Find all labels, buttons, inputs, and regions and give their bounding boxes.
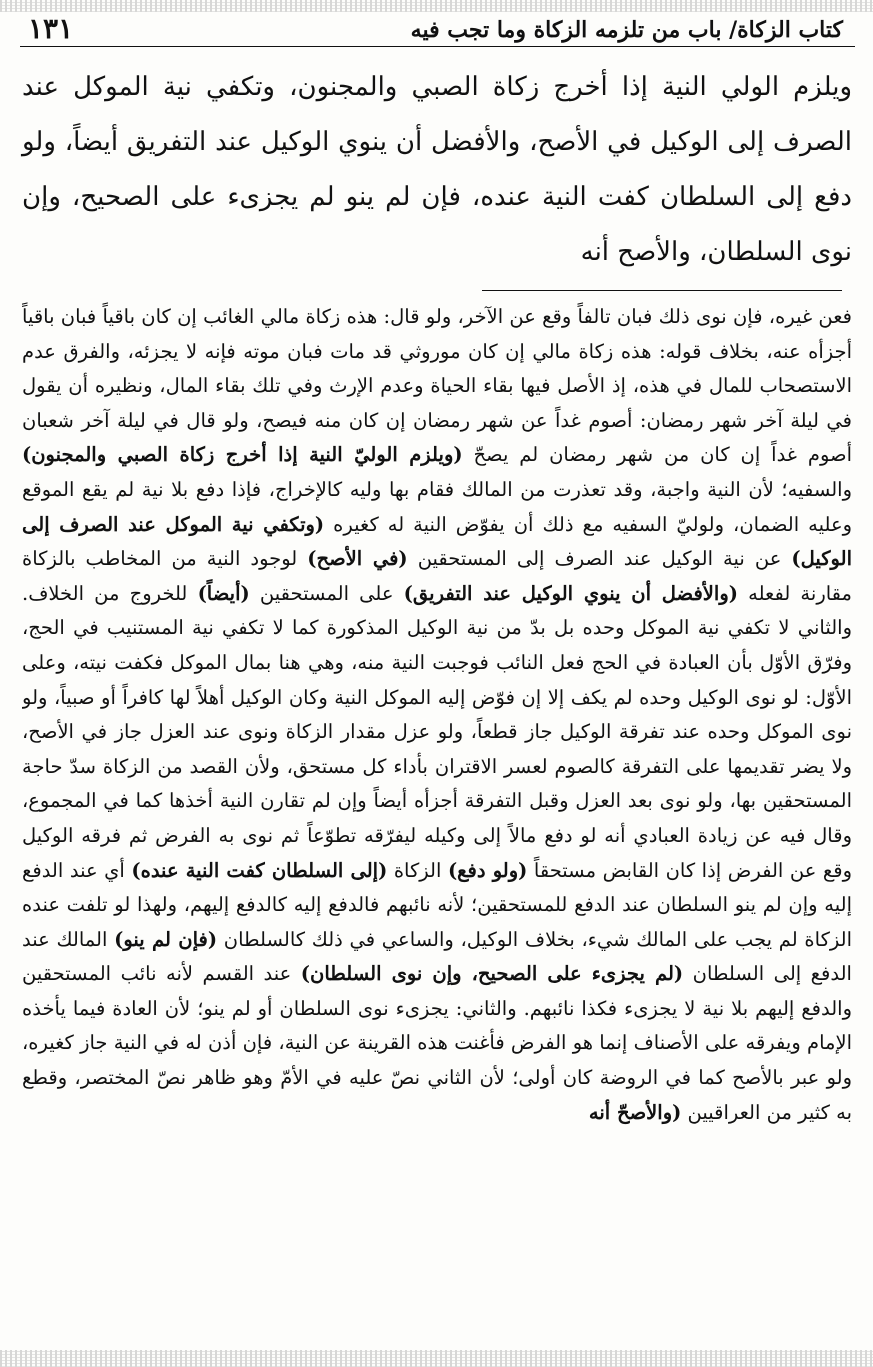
commentary-segment: لوجود النية من المخاطب بالزكاة مقارنة لفعله [22,547,852,605]
matn-quote-segment: (في الأصح) [307,547,408,571]
commentary-segment: على المستحقين [249,581,404,605]
matn-quote-segment: (فإن لم ينو) [114,927,218,951]
matn-quote-segment: (والأصحّ أنه [588,1100,682,1124]
commentary-segment: المالك عند الدفع إلى السلطان [22,927,852,986]
commentary-segment: والسفيه؛ لأن النية واجبة، وقد تعذرت من المالك فقام بها وليه كالإخراج، فإذا دفع بلا نية لم يقع الموقع وعليه الضمان، ولوليّ السفيه مع ذلك أن يفوّض النية له كغيره [22,477,852,536]
matn-quote-segment: (ولو دفع) [447,858,528,882]
footnote-separator [482,290,842,291]
matn-quote-segment: (والأفضل أن ينوي الوكيل عند التفريق) [403,581,738,605]
commentary-segment: الزكاة [387,858,448,882]
running-title: كتاب الزكاة/ باب من تلزمه الزكاة وما تجب فيه [410,17,843,43]
page-border-bottom [0,1350,873,1367]
commentary-segment: فعن غيره، فإن نوى ذلك فبان تالفاً وقع عن الآخر، ولو قال: هذه زكاة مالي الغائب إن كان باقياً فبان باقياً أجزأه عنه، بخلاف قوله: هذه زكاة مالي إن كان موروثي قد مات فبان موته فإنه لا يجزئه، والفرق عدم الاستصحاب للمال في هذه، إذ الأصل فيها بقاء الحياة وعدم الإرث وفي تلك بقاء المال، ونظيره أن يقول في ليلة آخر شهر رمضان: أصوم غداً عن شهر رمضان إن كان منه فيصح، ولو قال في ليلة آخر شعبان أصوم غداً إن كان من شهر رمضان لم يصحّ [22,305,852,467]
commentary-segment: عن نية الوكيل عند الصرف إلى المستحقين [407,547,792,571]
matn-text: ويلزم الولي النية إذا أخرج زكاة الصبي والمجنون، وتكفي نية الموكل عند الصرف إلى الوكيل في الأصح، والأفضل أن ينوي الوكيل عند التفريق أيضاً، ولو دفع إلى السلطان كفت النية عنده، فإن لم ينو لم يجزىء على الصحيح، وإن نوى السلطان، والأصح أنه [22,72,852,267]
commentary-text [22,300,852,1342]
matn-quote-segment: (لم يجزىء على الصحيح، وإن نوى السلطان) [300,962,684,986]
page-number: ١٣١ [28,12,74,45]
matn-quote-segment: (أيضاً) [197,581,250,605]
page-border-top [0,0,873,12]
matn-quote-segment: (ويلزم الوليّ النية إذا أخرج زكاة الصبي والمجنون) [22,443,463,467]
matn-quote-segment: (وتكفي نية الموكل عند الصرف إلى الوكيل) [22,512,852,571]
commentary-segment: عند القسم لأنه نائب المستحقين والدفع إليهم بلا نية لا يجزىء فكذا نائبهم. والثاني: يجزىء نوى السلطان أو لم ينو؛ لأن العادة فيما يأخذه الإمام ويفرقه على الأصناف إنما هو الفرض فأغنت هذه القرينة عن النية، فإن أذن له في النية جاز كغيره، ولو عبر بالأصح كما في الروضة كان أولى؛ لأن الثاني نصّ عليه في الأمّ وهو ظاهر نصّ المختصر، وقطع به كثير من العراقيين [22,962,852,1124]
header-rule [20,46,855,47]
page-header [0,14,873,44]
commentary-segment: للخروج من الخلاف. والثاني لا تكفي نية الموكل وحده بل بدّ من نية الوكيل المذكورة كما لا تكفي نية المستنيب في الحج، وفرّق الأوّل بأن العبادة في الحج فعل النائب فوجبت النية منه، وهي هنا بمال الموكل فكفت نيته، وعلى الأوّل: لو نوى الوكيل وحده لم يكف إلا إن فوّض إليه الموكل النية وكان الوكيل أهلاً لها كافراً أو صبياً، ولو نوى الموكل وحده عند تفرقة الوكيل جاز قطعاً، ولو عزل مقدار الزكاة ونوى عند العزل جاز في الأصح، ولا يضر تقديمها على التفرقة كالصوم لعسر الاقتران بأداء كل مستحق، ولأن القصد من الزكاة سدّ حاجة المستحقين بها، ولو نوى بعد العزل وقبل التفرقة أجزأه أيضاً وإن لم تقارن النية أخذها كما في المجموع، وقال فيه عن زيادة العبادي أنه لو دفع مالاً إلى وكيله ليفرّقه تطوّعاً ثم نوى به الفرض ثم فرقه الوكيل وقع عن الفرض إذا كان القابض مستحقاً [22,581,852,882]
matn-quote-segment: (إلى السلطان كفت النية عنده) [131,858,388,882]
commentary-segment: أي عند الدفع إليه وإن لم ينو السلطان عند الدفع للمستحقين؛ لأنه نائبهم فالدفع إليه كالدفع إليهم، ولهذا لو تلفت عنده الزكاة لم يجب على المالك شيء، بخلاف الوكيل، والساعي في ذلك كالسلطان [22,858,852,951]
